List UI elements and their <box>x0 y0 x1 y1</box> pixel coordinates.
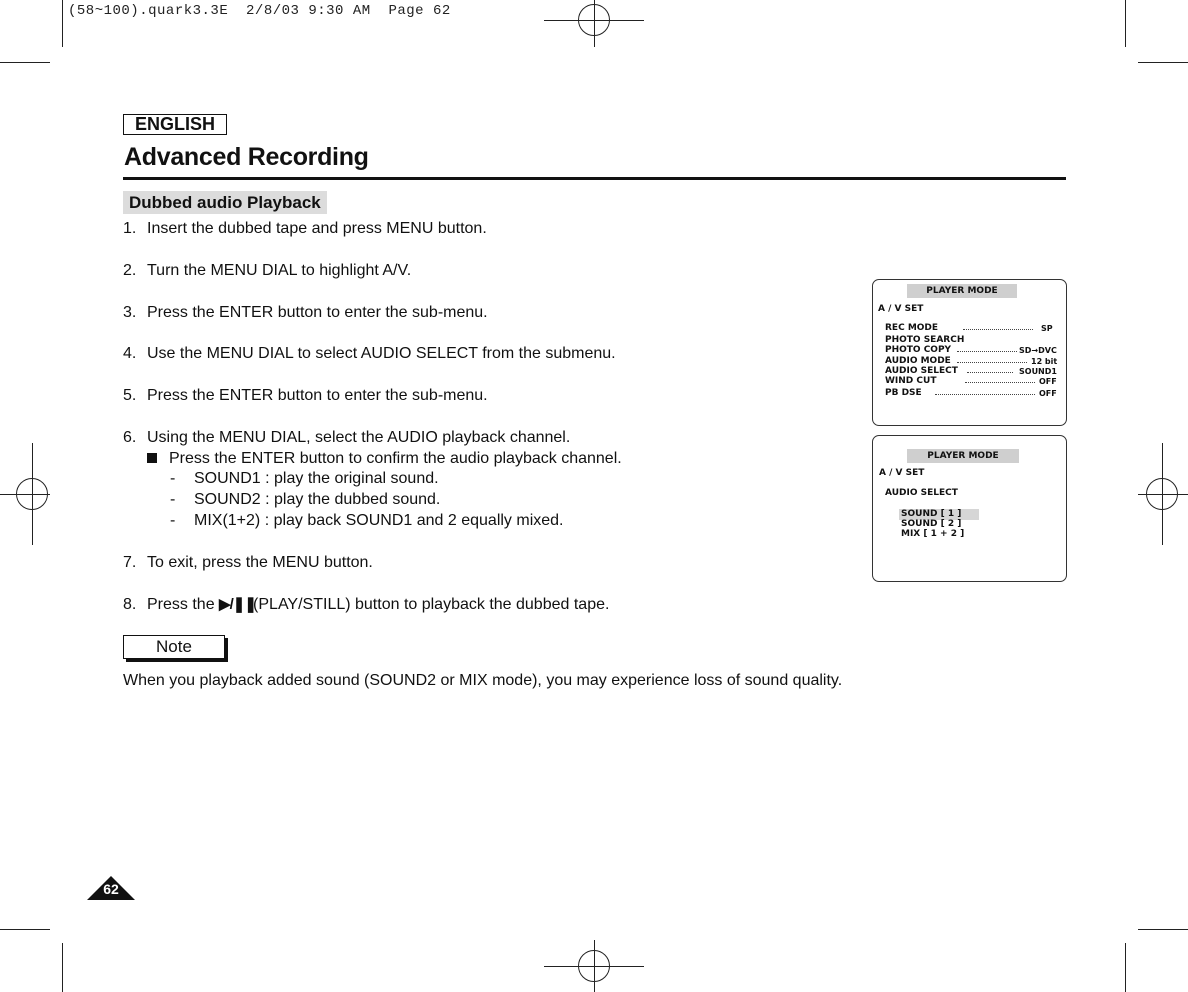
section-heading: Dubbed audio Playback <box>123 191 327 214</box>
square-bullet-icon <box>147 453 157 463</box>
screen-header: A / V SET <box>879 468 925 478</box>
audio-option-sound1: SOUND [ 1 ] <box>901 509 962 519</box>
print-header: (58~100).quark3.3E 2/8/03 9:30 AM Page 62 <box>68 3 451 19</box>
menu-item-value: 12 bit <box>1031 357 1058 366</box>
note-label: Note <box>123 635 225 659</box>
page-title: Advanced Recording <box>124 143 369 171</box>
menu-screen-av-set <box>872 279 1067 426</box>
language-label: ENGLISH <box>123 114 227 135</box>
audio-option-mix: MIX [ 1 + 2 ] <box>901 529 965 539</box>
menu-item-value: OFF <box>1039 389 1057 398</box>
screen-title: PLAYER MODE <box>907 449 1019 463</box>
menu-item: PHOTO COPY <box>885 345 952 355</box>
step-3: 3. Press the ENTER button to enter the sub-menu. <box>123 304 488 321</box>
menu-item: AUDIO MODE <box>885 356 951 366</box>
option-sound2: - SOUND2 : play the dubbed sound. <box>170 491 441 508</box>
step-8: 8. Press the ▶/❚❚(PLAY/STILL) button to playback the dubbed tape. <box>123 596 610 613</box>
step-6: 6. Using the MENU DIAL, select the AUDIO playback channel. <box>123 429 571 446</box>
menu-item-value: SP <box>1041 324 1053 333</box>
screen-title: PLAYER MODE <box>907 284 1017 298</box>
menu-item: PHOTO SEARCH <box>885 335 965 345</box>
screen-sub-header: AUDIO SELECT <box>885 488 958 498</box>
page-number-badge <box>87 876 135 900</box>
menu-item: AUDIO SELECT <box>885 366 958 376</box>
page-number: 62 <box>103 881 119 897</box>
title-rule <box>123 177 1066 180</box>
step-2: 2. Turn the MENU DIAL to highlight A/V. <box>123 262 412 279</box>
menu-item: REC MODE <box>885 323 939 333</box>
menu-item-value: SD→DVC <box>1019 346 1057 355</box>
step-7: 7. To exit, press the MENU button. <box>123 554 373 571</box>
step-1: 1. Insert the dubbed tape and press MENU button. <box>123 220 487 237</box>
note-text: When you playback added sound (SOUND2 or MIX mode), you may experience loss of sound quality. <box>123 672 843 689</box>
menu-item: PB DSE <box>885 388 922 398</box>
audio-option-sound2: SOUND [ 2 ] <box>901 519 962 529</box>
option-mix: - MIX(1+2) : play back SOUND1 and 2 equally mixed. <box>170 512 564 529</box>
play-still-icon: ▶/❚❚ <box>219 596 256 613</box>
step-6-bullet: Press the ENTER button to confirm the audio playback channel. <box>147 450 622 468</box>
menu-item: WIND CUT <box>885 376 937 386</box>
step-4: 4. Use the MENU DIAL to select AUDIO SELECT from the submenu. <box>123 345 616 362</box>
option-sound1: - SOUND1 : play the original sound. <box>170 470 439 487</box>
menu-item-value: OFF <box>1039 377 1057 386</box>
step-5: 5. Press the ENTER button to enter the sub-menu. <box>123 387 488 404</box>
menu-item-value: SOUND1 <box>1019 367 1057 376</box>
menu-screen-audio-select <box>872 435 1067 582</box>
screen-header: A / V SET <box>878 304 924 314</box>
